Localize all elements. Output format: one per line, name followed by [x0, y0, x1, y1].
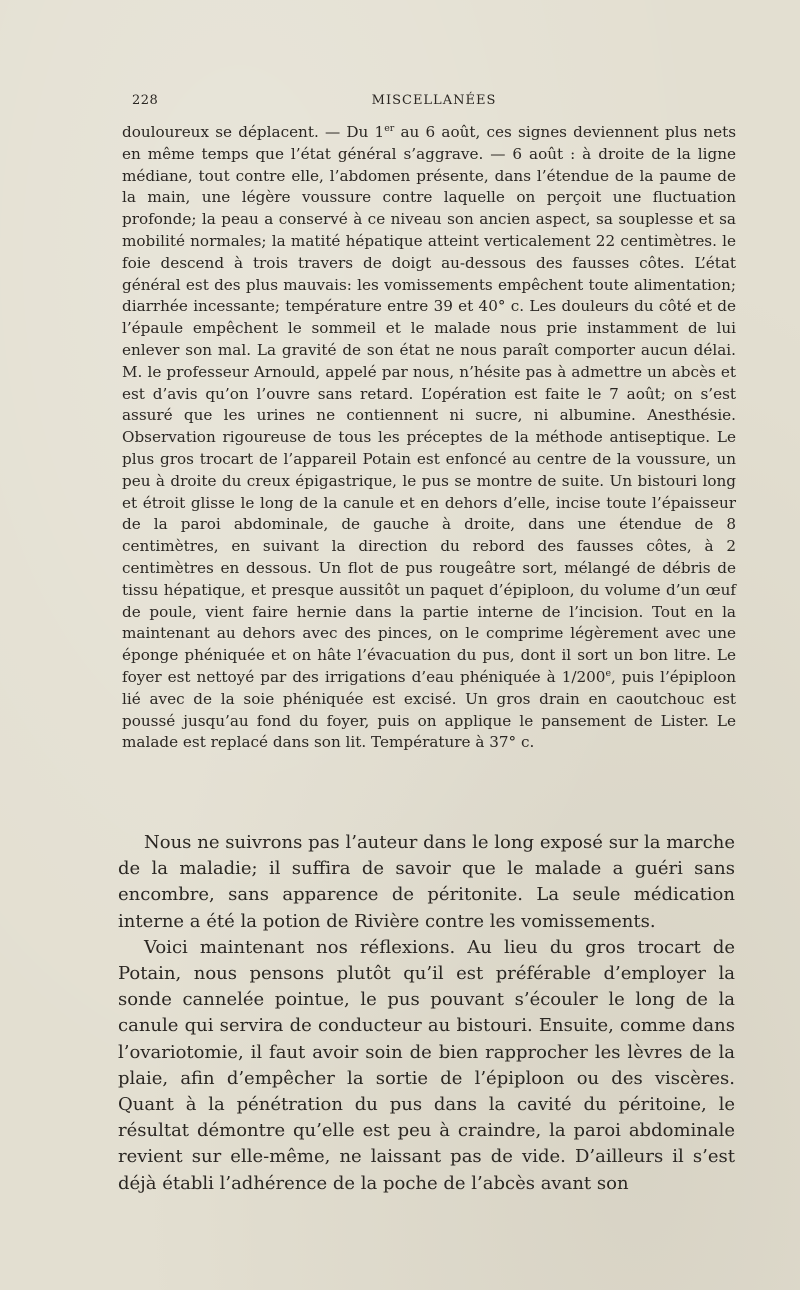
- superscript: e: [605, 667, 612, 679]
- running-head: [132, 93, 736, 115]
- text-segment: au 6 août, ces signes deviennent plus nets en même temps que l’état général s’aggrave. — 6 août : à droite de la ligne médiane, tout contre elle, l’abdomen présente, dans l’étendue de la paume de la main, une légère voussure contre laquelle on perçoit une fluctuation profonde; la peau a conservé à ce niveau son ancien aspect, sa souplesse et sa mobilité normales; la matité hépatique atteint verticalement 22 centimètres. le foie descend à trois travers de doigt au-dessous des fausses côtes. L’état général est des plus mauvais: les vomissements empêchent toute alimentation; diarrhée incessante; température entre 39 et 40° c. Les douleurs du côté et de l’épaule empêchent le sommeil et le malade nous prie instamment de lui enlever son mal. La gravité de son état ne nous paraît comporter aucun délai. M. le professeur Arnould, appelé par nous, n’hésite pas à admettre un abcès et est d’avis qu’on l’ouvre sans retard. L’opération est faite le 7 août; on s’est assuré que les urines ne contiennent ni sucre, ni albumine. Anesthésie. Observation rigoureuse de tous les préceptes de la méthode antiseptique. Le plus gros trocart de l’appareil Potain est enfoncé au centre de la voussure, un peu à droite du creux épigastrique, le pus se montre de suite. Un bistouri long et étroit glisse le long de la canule et en dehors d’elle, incise toute l’épaisseur de la paroi abdominale, de gauche à droite, dans une étendue de 8 centimètres, en suivant la direction du rebord des fausses côtes, à 2 centimètres en dessous. Un flot de pus rougeâtre sort, mélangé de débris de tissu hépatique, et presque aussitôt un paquet d’épiploon, du volume d’un œuf de poule, vient faire hernie dans la partie interne de l’incision. Tout en la maintenant au dehors avec des pinces, on le comprime légèrement avec une éponge phéniquée et on hâte l’évacuation du pus, dont il sort un bon litre. Le foyer est nettoyé par des irrigations d’eau phéniquée à 1/200: [122, 123, 736, 686]
- running-title: MISCELLANÉES: [371, 93, 497, 108]
- page-number: 228: [132, 93, 159, 108]
- text-segment: douloureux se déplacent. — Du 1: [122, 123, 385, 141]
- commentary-text: [118, 830, 735, 1197]
- superscript: er: [384, 122, 395, 134]
- commentary-paragraph-1: Nous ne suivrons pas l’auteur dans le long exposé sur la marche de la maladie; il suffira de savoir que le malade a guéri sans encombre, sans apparence de péritonite. La seule médication interne a été la potion de Rivière contre les vomissements.: [118, 832, 735, 932]
- commentary-paragraph-2: Voici maintenant nos réflexions. Au lieu du gros trocart de Potain, nous pensons plutôt qu’il est préférable d’employer la sonde cannelée pointue, le pus pouvant s’écouler le long de la canule qui servira de conducteur au bistouri. Ensuite, comme dans l’ovariotomie, il faut avoir soin de bien rapprocher les lèvres de la plaie, afin d’empêcher la sortie de l’épiploon ou des viscères. Quant à la pénétration du pus dans la cavité du péritoine, le résultat démontre qu’elle est peu à craindre, la paroi abdominale revient sur elle-même, ne laissant pas de vide. D’ailleurs il s’est déjà établi l’adhérence de la poche de l’abcès avant son: [118, 936, 735, 1194]
- text-segment: , puis l’épiploon lié avec de la soie phéniquée est excisé. Un gros drain en caoutchouc est poussé jusqu’au fond du foyer, puis on applique le pansement de Lister. Le malade est replacé dans son lit. Température à 37° c.: [122, 667, 736, 752]
- case-report-text: [122, 122, 736, 754]
- case-report-paragraph: [122, 122, 736, 754]
